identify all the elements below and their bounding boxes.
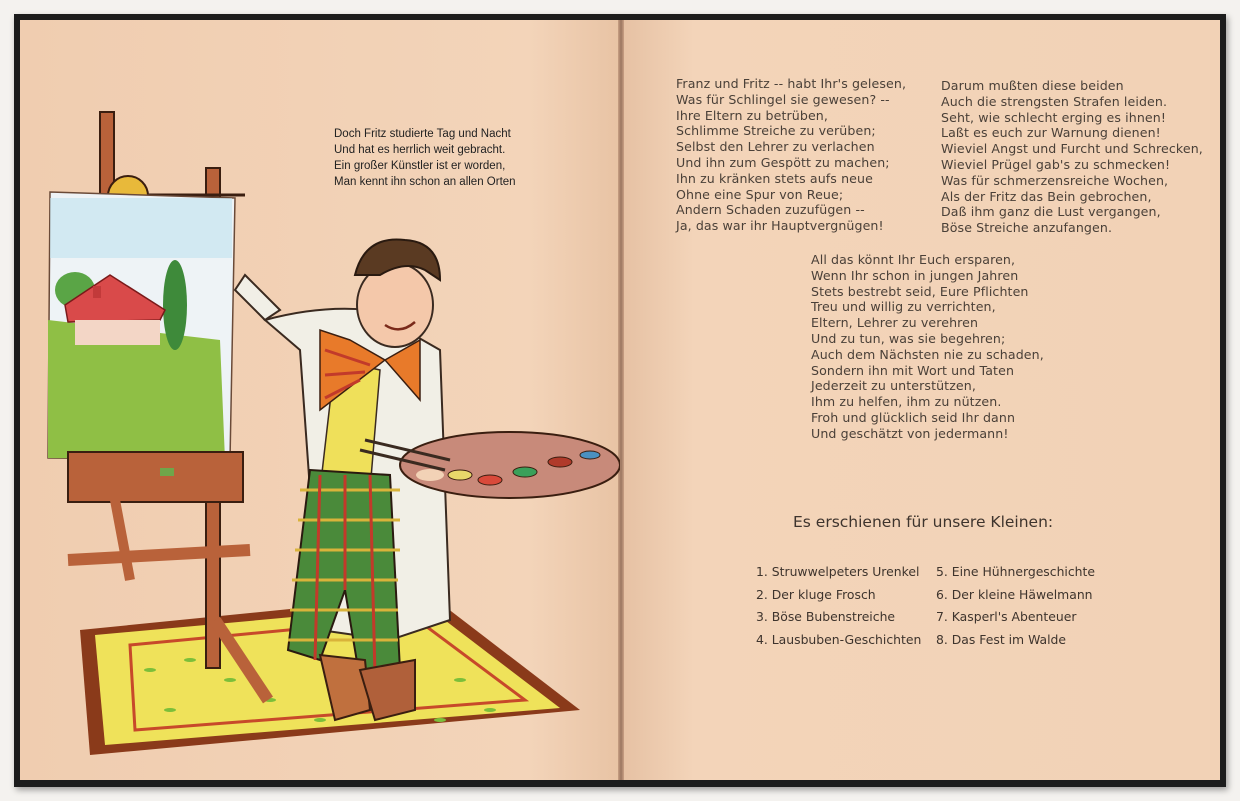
poem-column-2 <box>941 78 1203 236</box>
poem-line: Wieviel Angst und Furcht und Schrecken, <box>941 141 1203 157</box>
poem-line: Froh und glücklich seid Ihr dann <box>811 409 1016 425</box>
poem-line: Laßt es euch zur Warnung dienen! <box>941 125 1161 141</box>
book-list-item: 5. Eine Hühnergeschichte <box>936 564 1096 579</box>
series-heading: Es erschienen für unsere Kleinen: <box>793 513 1054 531</box>
poem-line: Stets bestrebt seid, Eure Pflichten <box>811 283 1029 299</box>
poem-line: Auch dem Nächsten nie zu schaden, <box>811 346 1044 362</box>
poem-line: Ohne eine Spur von Reue; <box>676 186 844 202</box>
poem-line: Ihn zu kränken stets aufs neue <box>676 170 873 186</box>
caption-line: Ein großer Künstler ist er worden, <box>334 160 506 172</box>
book-list-item: 7. Kasperl's Abenteuer <box>936 609 1077 625</box>
poem-line: Ihre Eltern zu betrüben, <box>676 107 828 123</box>
poem-line: Was für schmerzensreiche Wochen, <box>941 172 1169 188</box>
book-list-item: 1. Struwwelpeters Urenkel <box>756 564 920 579</box>
poem-line: Und zu tun, was sie begehren; <box>811 330 1006 346</box>
poem-line: Daß ihm ganz die Lust vergangen, <box>941 204 1161 220</box>
book-list-item: 4. Lausbuben-Geschichten <box>756 632 922 648</box>
poem-column-1 <box>676 76 906 234</box>
poem-line: Jederzeit zu unterstützen, <box>811 378 976 394</box>
book-list-item: 6. Der kleine Häwelmann <box>936 586 1093 602</box>
book-list-item: 8. Das Fest im Walde <box>936 632 1067 648</box>
poem-line: Schlimme Streiche zu verüben; <box>676 123 876 139</box>
book-list-item: 3. Böse Bubenstreiche <box>756 609 896 625</box>
poem-column-3 <box>811 252 1044 442</box>
poem-line: Ihm zu helfen, ihm zu nützen. <box>811 394 1002 410</box>
poem-line: Böse Streiche anzufangen. <box>941 220 1113 236</box>
caption-line: Doch Fritz studierte Tag und Nacht <box>334 128 511 140</box>
poem-line: All das könnt Ihr Euch ersparen, <box>811 252 1016 267</box>
poem-line: Eltern, Lehrer zu verehren <box>811 315 979 331</box>
poem-line: Auch die strengsten Strafen leiden. <box>941 93 1168 109</box>
poem-line: Und geschätzt von jedermann! <box>811 425 1009 441</box>
poem-line: Was für Schlingel sie gewesen? -- <box>676 91 890 107</box>
paint-palette <box>400 432 620 498</box>
poem-line: Als der Fritz das Bein gebrochen, <box>941 188 1152 204</box>
poem-line: Und ihn zum Gespött zu machen; <box>676 154 890 170</box>
caption-line: Und hat es herrlich weit gebracht. <box>334 144 506 156</box>
book-list-column-1 <box>756 561 921 652</box>
poem-line: Franz und Fritz -- habt Ihr's gelesen, <box>676 76 907 91</box>
painter-illustration <box>20 20 620 780</box>
poem-line: Seht, wie schlecht erging es ihnen! <box>941 109 1167 125</box>
illustration-caption <box>334 126 516 190</box>
poem-line: Treu und willig zu verrichten, <box>811 299 996 315</box>
poem-line: Selbst den Lehrer zu verlachen <box>676 139 875 155</box>
poem-line: Sondern ihn mit Wort und Taten <box>811 362 1015 378</box>
poem-line: Andern Schaden zuzufügen -- <box>676 202 865 218</box>
poem-line: Wenn Ihr schon in jungen Jahren <box>811 267 1019 283</box>
poem-line: Darum mußten diese beiden <box>941 78 1124 93</box>
poem-line: Wieviel Prügel gab's zu schmecken! <box>941 156 1171 172</box>
caption-line: Man kennt ihn schon an allen Orten <box>334 176 516 188</box>
poem-line: Ja, das war ihr Hauptvergnügen! <box>676 218 884 234</box>
book-list-item: 2. Der kluge Frosch <box>756 586 876 602</box>
book-list-column-2 <box>936 561 1095 652</box>
